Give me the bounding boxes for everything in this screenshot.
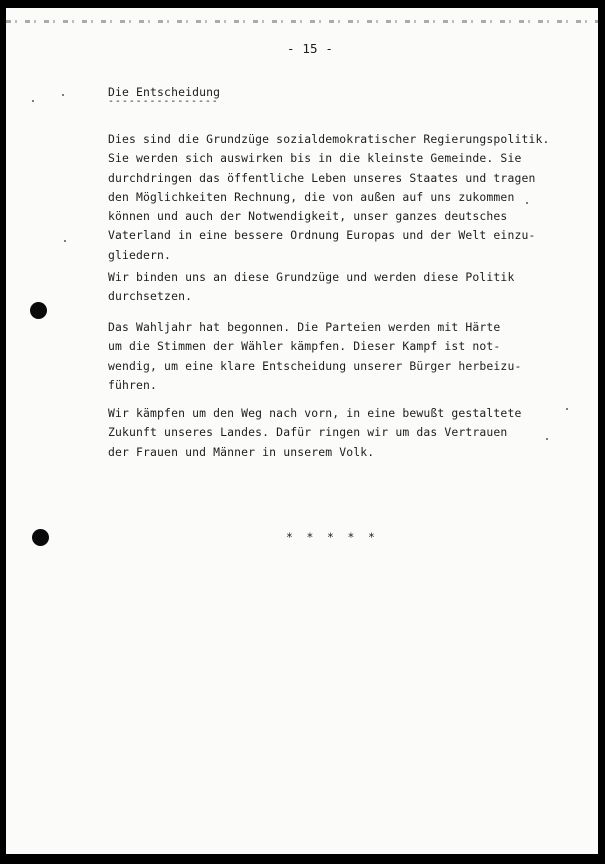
scan-artifact-top: [6, 20, 598, 23]
text-line: den Möglichkeiten Rechnung, die von außen auf uns zukommen: [108, 189, 515, 204]
punch-hole: [30, 302, 47, 319]
scan-speck: [526, 202, 528, 204]
text-line: Wir binden uns an diese Grundzüge und werden diese Politik: [108, 270, 515, 284]
document-page: [6, 8, 598, 854]
paragraph-4: [108, 404, 521, 462]
scan-speck: [32, 100, 34, 102]
text-line: um die Stimmen der Wähler kämpfen. Dieser Kampf ist not-: [108, 339, 501, 354]
text-line: durchdringen das öffentliche Leben unseres Staates und tragen: [108, 170, 536, 185]
page-number: - 15 -: [287, 41, 334, 56]
text-line: Dies sind die Grundzüge sozialdemokratischer Regierungspolitik.: [108, 132, 550, 146]
text-line: gliedern.: [108, 247, 172, 262]
text-line: führen.: [108, 377, 158, 392]
text-line: Das Wahljahr hat begonnen. Die Parteien werden mit Härte: [108, 320, 501, 334]
heading-underline: ----------------: [108, 96, 219, 107]
text-line: Zukunft unseres Landes. Dafür ringen wir um das Vertrauen: [108, 425, 508, 440]
text-line: durchsetzen.: [108, 289, 193, 304]
text-line: der Frauen und Männer in unserem Volk.: [108, 444, 375, 459]
text-line: Wir kämpfen um den Weg nach vorn, in eine bewußt gestaltete: [108, 406, 522, 420]
scan-speck: [64, 240, 66, 242]
text-line: Sie werden sich auswirken bis in die kleinste Gemeinde. Sie: [108, 151, 522, 166]
text-line: Vaterland in eine bessere Ordnung Europas und der Welt einzu-: [108, 228, 536, 243]
text-line: können und auch der Notwendigkeit, unser ganzes deutsches: [108, 209, 508, 224]
paragraph-1: [108, 130, 550, 265]
section-separator: * * * * *: [286, 530, 379, 544]
scan-speck: [566, 408, 568, 410]
paragraph-2: [108, 268, 514, 307]
text-line: wendig, um eine klare Entscheidung unserer Bürger herbeizu-: [108, 358, 522, 373]
scan-speck: [546, 438, 548, 440]
paragraph-3: [108, 318, 521, 395]
scan-speck: [62, 94, 64, 96]
punch-hole: [32, 529, 49, 546]
section-heading: Die Entscheidung: [108, 85, 221, 99]
